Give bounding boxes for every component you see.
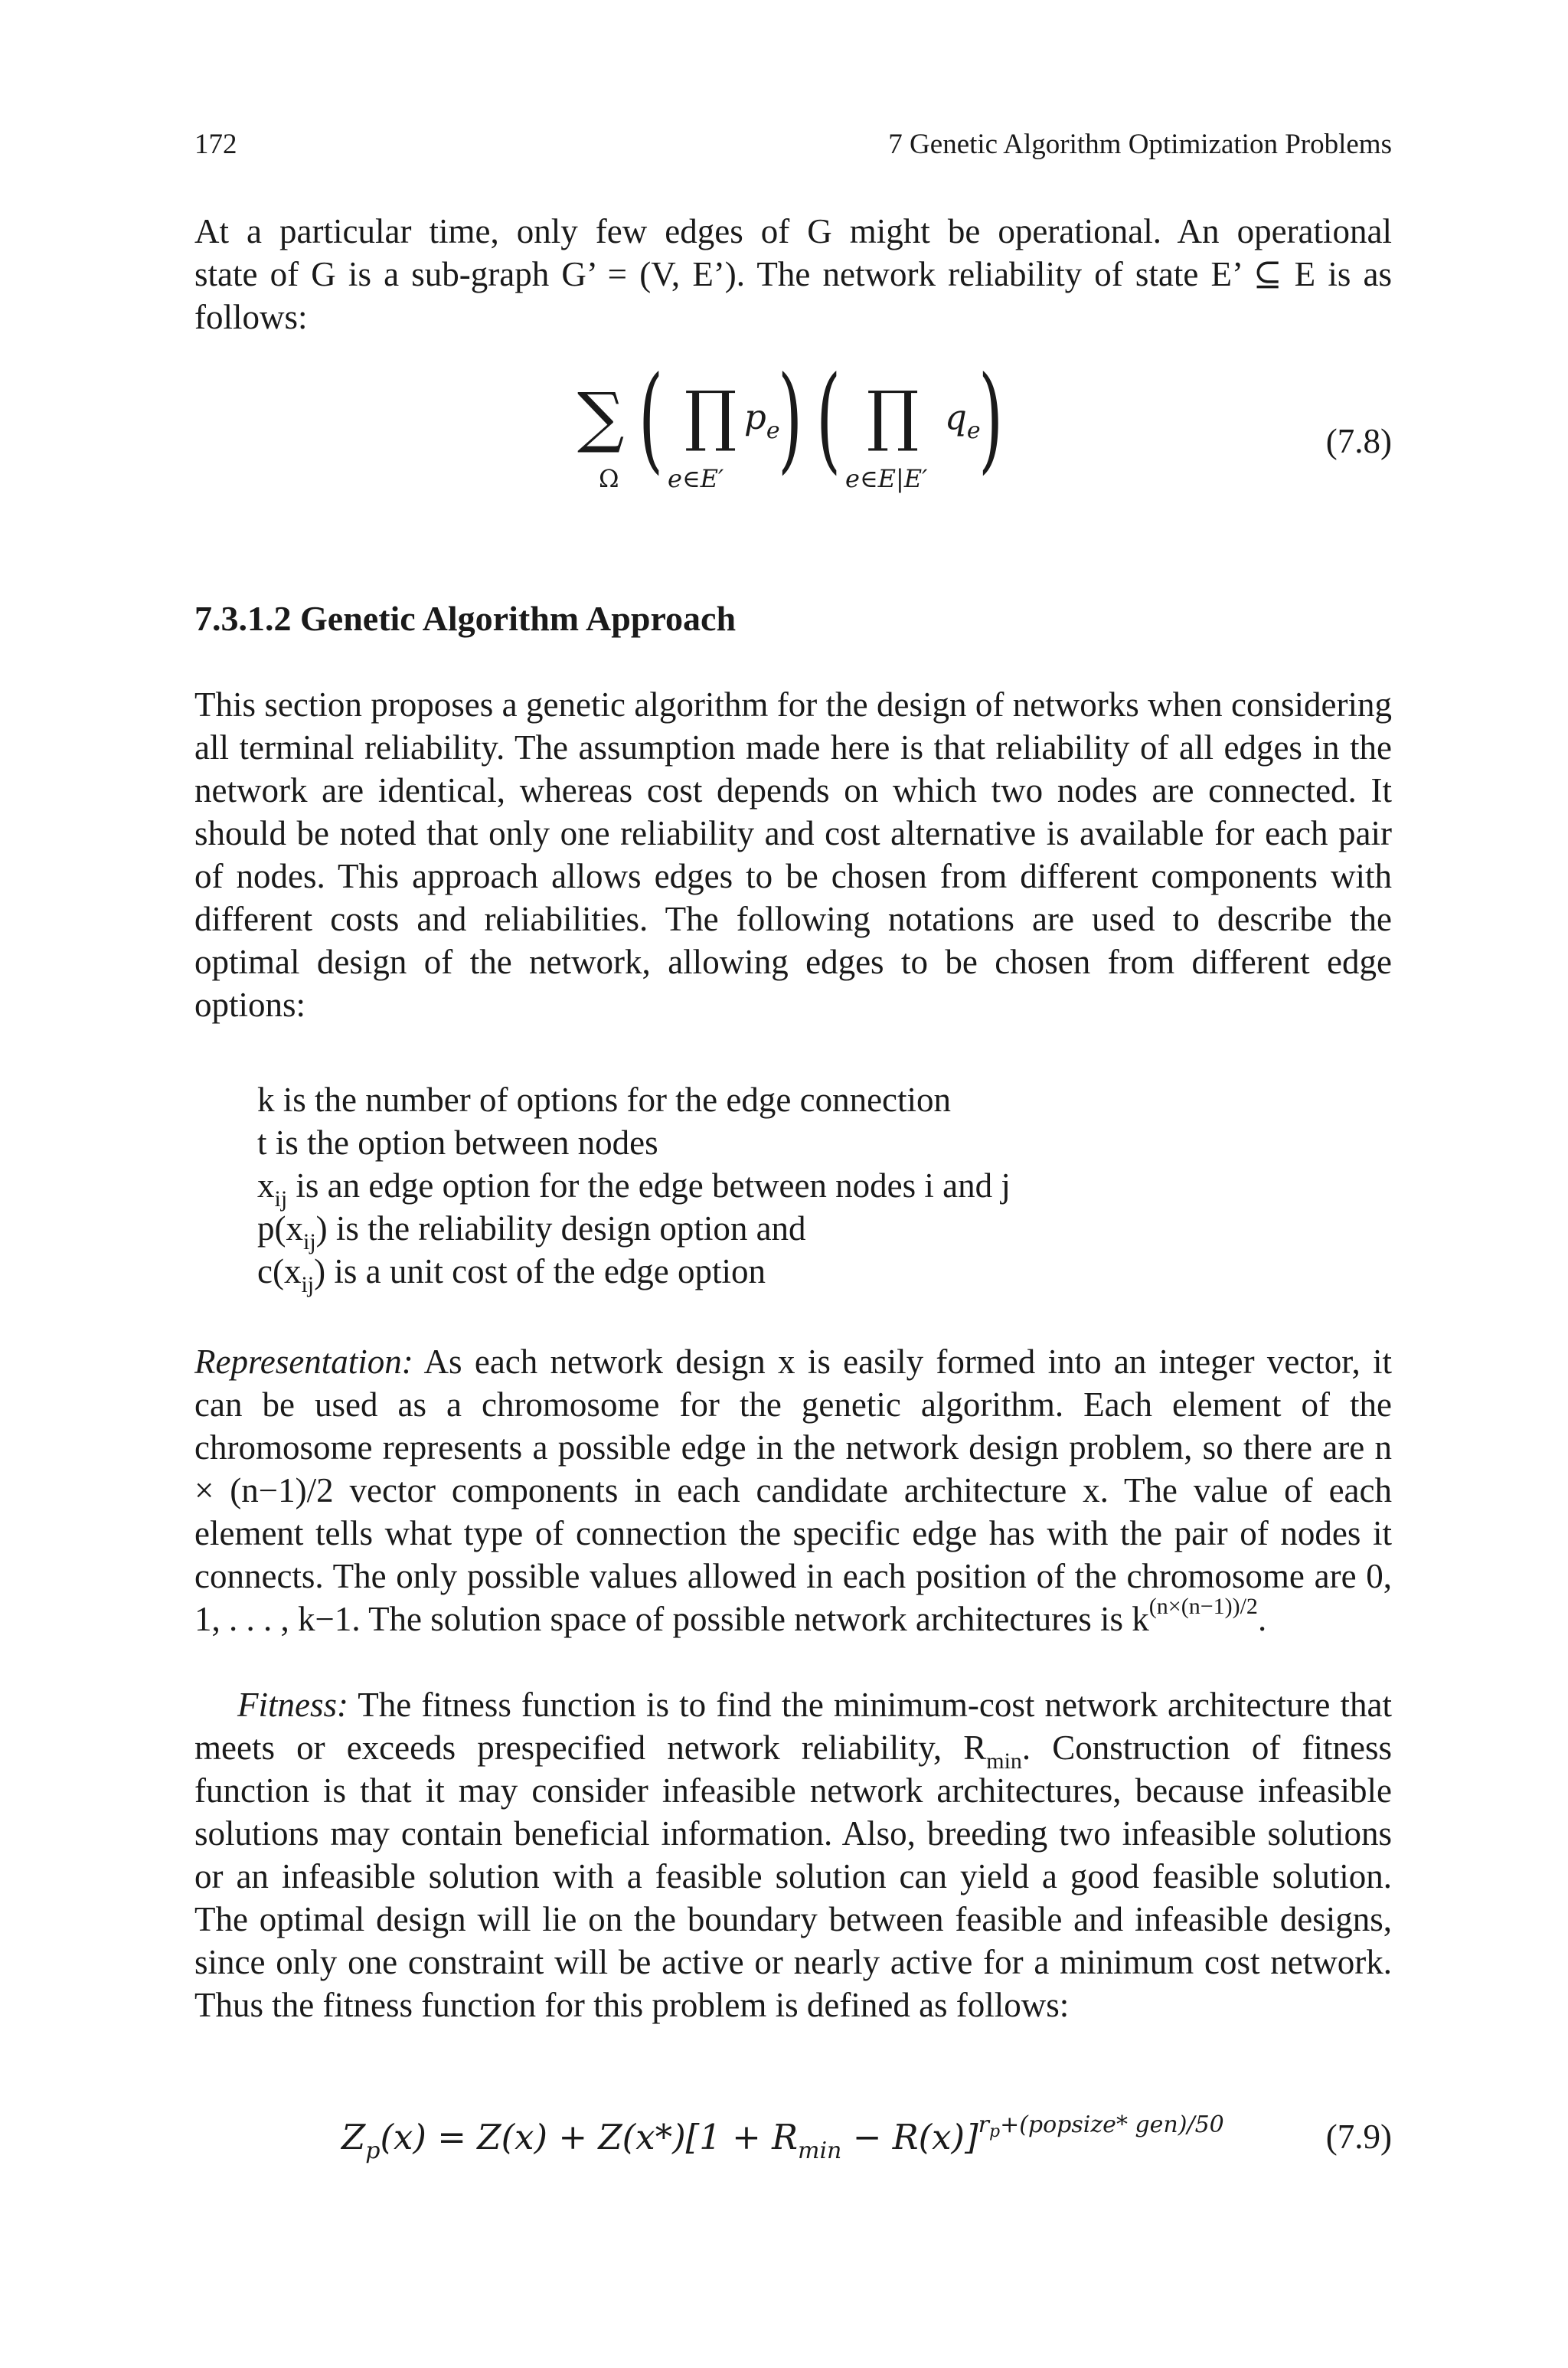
- notation-x-text: is an edge option for the edge between nodes i and j: [287, 1166, 1011, 1205]
- sum-symbol: ∑: [577, 379, 625, 456]
- notation-t: t is the option between nodes: [257, 1123, 658, 1162]
- intro-paragraph: [194, 210, 1392, 339]
- q-symbol: q: [945, 397, 967, 437]
- notation-p: [257, 1207, 1011, 1254]
- prod-term-2: [945, 397, 981, 444]
- notation-c-subscript: ij: [301, 1272, 315, 1297]
- representation-exponent: (n×(n−1))/2: [1148, 1594, 1258, 1619]
- chapter-title: 7 Genetic Algorithm Optimization Problems: [888, 129, 1392, 160]
- page-number: 172: [194, 129, 237, 160]
- eq9-body-a: (x) = Z(x) + Z(x*)[1 + R: [380, 2117, 799, 2157]
- prod-subscript-2: e∈E|E′: [845, 464, 928, 493]
- prod-term-1: [744, 397, 780, 444]
- right-paren-2: ): [978, 352, 1004, 486]
- representation-end: .: [1257, 1600, 1267, 1638]
- notation-x-symbol: x: [257, 1166, 275, 1205]
- intro-line-3: follows:: [194, 298, 308, 336]
- prod-symbol-2: ∏: [867, 378, 920, 454]
- equation-7-8-body: [577, 352, 1190, 513]
- approach-paragraph: This section proposes a genetic algorithm for the design of networks when considering all terminal reliability. The assumption made here is that reliability of all edges in the network are identical, whereas cost depends on which two nodes are connected. It should be noted that only one reliability and cost alternative is available for each pair of nodes. This approach allows edges to be chosen from different components with different costs and reliabilities. The following notations are used to describe the optimal design of the network, allowing edges to be chosen from different edge options:: [194, 685, 1392, 1024]
- equation-number-7-9: (7.9): [1325, 2118, 1392, 2156]
- p-symbol: p: [744, 397, 766, 437]
- representation-paragraph: [194, 1340, 1392, 1640]
- equation-7-9-body: [341, 2111, 1224, 2164]
- sum-subscript: Ω: [599, 464, 619, 493]
- intro-line-2: state of G is a sub-graph G’ = (V, E’). The network reliability of state E’ ⊆ E is as: [194, 255, 1392, 293]
- fitness-rmin-subscript: min: [986, 1748, 1022, 1774]
- representation-label: Representation:: [194, 1343, 413, 1381]
- q-subscript: e: [966, 417, 981, 444]
- notation-p-symbol: p(x: [257, 1209, 303, 1248]
- eq9-exponent-r: r: [978, 2111, 989, 2138]
- notation-x: [257, 1164, 1011, 1212]
- eq9-exponent-subscript: p: [988, 2122, 1001, 2141]
- equation-7-8: [194, 352, 1392, 513]
- notation-p-text: ) is the reliability design option and: [315, 1209, 806, 1248]
- prod-subscript-1: e∈E′: [668, 464, 724, 493]
- eq9-exponent-rest: +(popsize* gen)/50: [1000, 2111, 1224, 2138]
- notation-c: [257, 1250, 1011, 1297]
- eq9-exponent: [978, 2111, 1224, 2141]
- eq9-body-b: − R(x)]: [841, 2117, 978, 2157]
- p-subscript: e: [766, 417, 780, 444]
- eq9-rmin-subscript: min: [798, 2137, 842, 2164]
- prod-symbol-1: ∏: [684, 378, 737, 454]
- left-paren-1: (: [639, 352, 664, 486]
- right-paren-1: ): [778, 352, 803, 486]
- left-paren-2: (: [816, 352, 841, 486]
- representation-text: As each network design x is easily formed into an integer vector, it can be used as a chromosome for the genetic algorithm. Each element of the chromosome represents a possible edge in the network design problem, so there are n × (n−1)/2 vector components in each candidate architecture x. The value of each element tells what type of connection the specific edge has with the pair of nodes it connects. The only possible values allowed in each position of the chromosome are 0, 1, . . . , k−1. The solution space of possible network architectures is k: [194, 1343, 1392, 1638]
- fitness-label: Fitness:: [237, 1686, 348, 1724]
- notation-c-symbol: c(x: [257, 1252, 302, 1290]
- notation-x-subscript: ij: [274, 1186, 288, 1212]
- notation-list: [257, 1078, 1011, 1297]
- notation-p-subscript: ij: [303, 1229, 316, 1254]
- equation-7-9: [194, 2111, 1392, 2167]
- fitness-text-a: The fitness function is to find the minimum-cost network architecture that meets or exceeds prespecified network reliability, R: [194, 1686, 1392, 1767]
- intro-line-1: At a particular time, only few edges of G might be operational. An operational: [194, 212, 1392, 250]
- fitness-text-b: . Construction of fitness function is that it may consider infeasible network architectures, because infeasible solutions may contain beneficial information. Also, breeding two infeasible solutions or an infeasible solution with a feasible solution can yield a good feasible solution. The optimal design will lie on the boundary between feasible and infeasible designs, since only one constraint will be active or nearly active for a minimum cost network. Thus the fitness function for this problem is defined as follows:: [194, 1729, 1392, 2024]
- fitness-paragraph: [194, 1683, 1392, 2026]
- notation-c-text: ) is a unit cost of the edge option: [314, 1252, 766, 1290]
- section-heading: 7.3.1.2 Genetic Algorithm Approach: [194, 599, 737, 638]
- equation-number-7-8: (7.8): [1325, 422, 1392, 460]
- eq9-lhs: Z: [341, 2117, 366, 2157]
- notation-k: k is the number of options for the edge connection: [257, 1081, 952, 1119]
- eq9-lhs-subscript: p: [365, 2137, 381, 2164]
